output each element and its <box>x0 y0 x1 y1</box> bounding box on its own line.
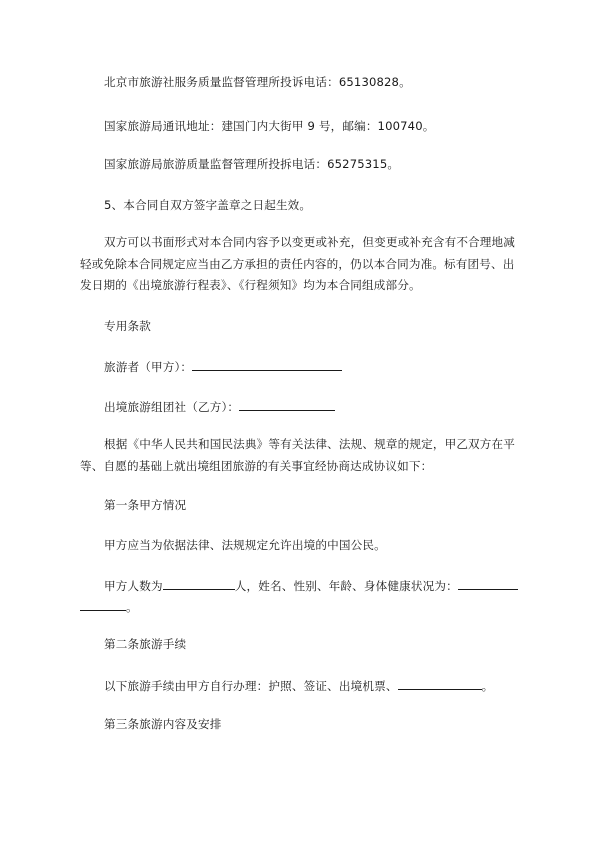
health-status-blank <box>458 577 518 590</box>
effective-clause: 5、本合同自双方签字盖章之日起生效。 <box>104 198 312 212</box>
amend-para-line-2: 轻或免除本合同规定应当由乙方承担的责任内容的，仍以本合同为准。标有团号、出 <box>80 257 515 271</box>
party-b-line <box>104 398 335 415</box>
party-b-label: 出境旅游组团社（乙方）： <box>104 400 240 414</box>
other-procedures-blank <box>398 677 482 690</box>
complaint-phone-line: 北京市旅游社服务质量监督管理所投诉电话：65130828。 <box>104 75 411 89</box>
article1-text: 甲方应当为依据法律、法规规定允许出境的中国公民。 <box>104 538 386 552</box>
party-b-blank <box>239 398 335 411</box>
headcount-line <box>104 577 518 594</box>
headcount-prefix: 甲方人数为 <box>104 579 163 593</box>
party-a-blank <box>192 358 342 371</box>
health-status-blank-cont <box>80 598 126 611</box>
headcount-blank <box>163 577 235 590</box>
headcount-suffix: 。 <box>126 600 138 614</box>
article2-prefix: 以下旅游手续由甲方自行办理：护照、签证、出境机票、 <box>104 679 398 693</box>
article2-suffix: 。 <box>481 679 494 693</box>
article3-heading: 第三条旅游内容及安排 <box>104 717 222 731</box>
party-a-line <box>104 358 342 375</box>
basis-para-line-2: 等、自愿的基础上就出境组团旅游的有关事宜经协商达成协议如下： <box>80 459 433 473</box>
quality-phone-line: 国家旅游局旅游质量监督管理所投拆电话：65275315。 <box>104 157 400 171</box>
address-line: 国家旅游局通讯地址：建国门内大街甲 9 号，邮编：100740。 <box>104 119 435 133</box>
amend-para-line-1: 双方可以书面形式对本合同内容予以变更或补充，但变更或补充含有不合理地减 <box>104 235 516 249</box>
headcount-middle: 人，姓名、性别、年龄、身体健康状况为： <box>234 579 458 593</box>
headcount-continuation <box>80 598 138 615</box>
article1-heading: 第一条甲方情况 <box>104 498 187 512</box>
amend-para-line-3: 发日期的《出境旅游行程表》、《行程须知》均为本合同组成部分。 <box>80 278 421 292</box>
party-a-label: 旅游者（甲方）： <box>104 360 193 374</box>
article2-heading: 第二条旅游手续 <box>104 637 187 651</box>
special-terms-heading: 专用条款 <box>104 319 151 333</box>
article2-text <box>104 677 493 694</box>
basis-para-line-1: 根据《中华人民共和国民法典》等有关法律、法规、规章的规定，甲乙双方在平 <box>104 437 516 451</box>
